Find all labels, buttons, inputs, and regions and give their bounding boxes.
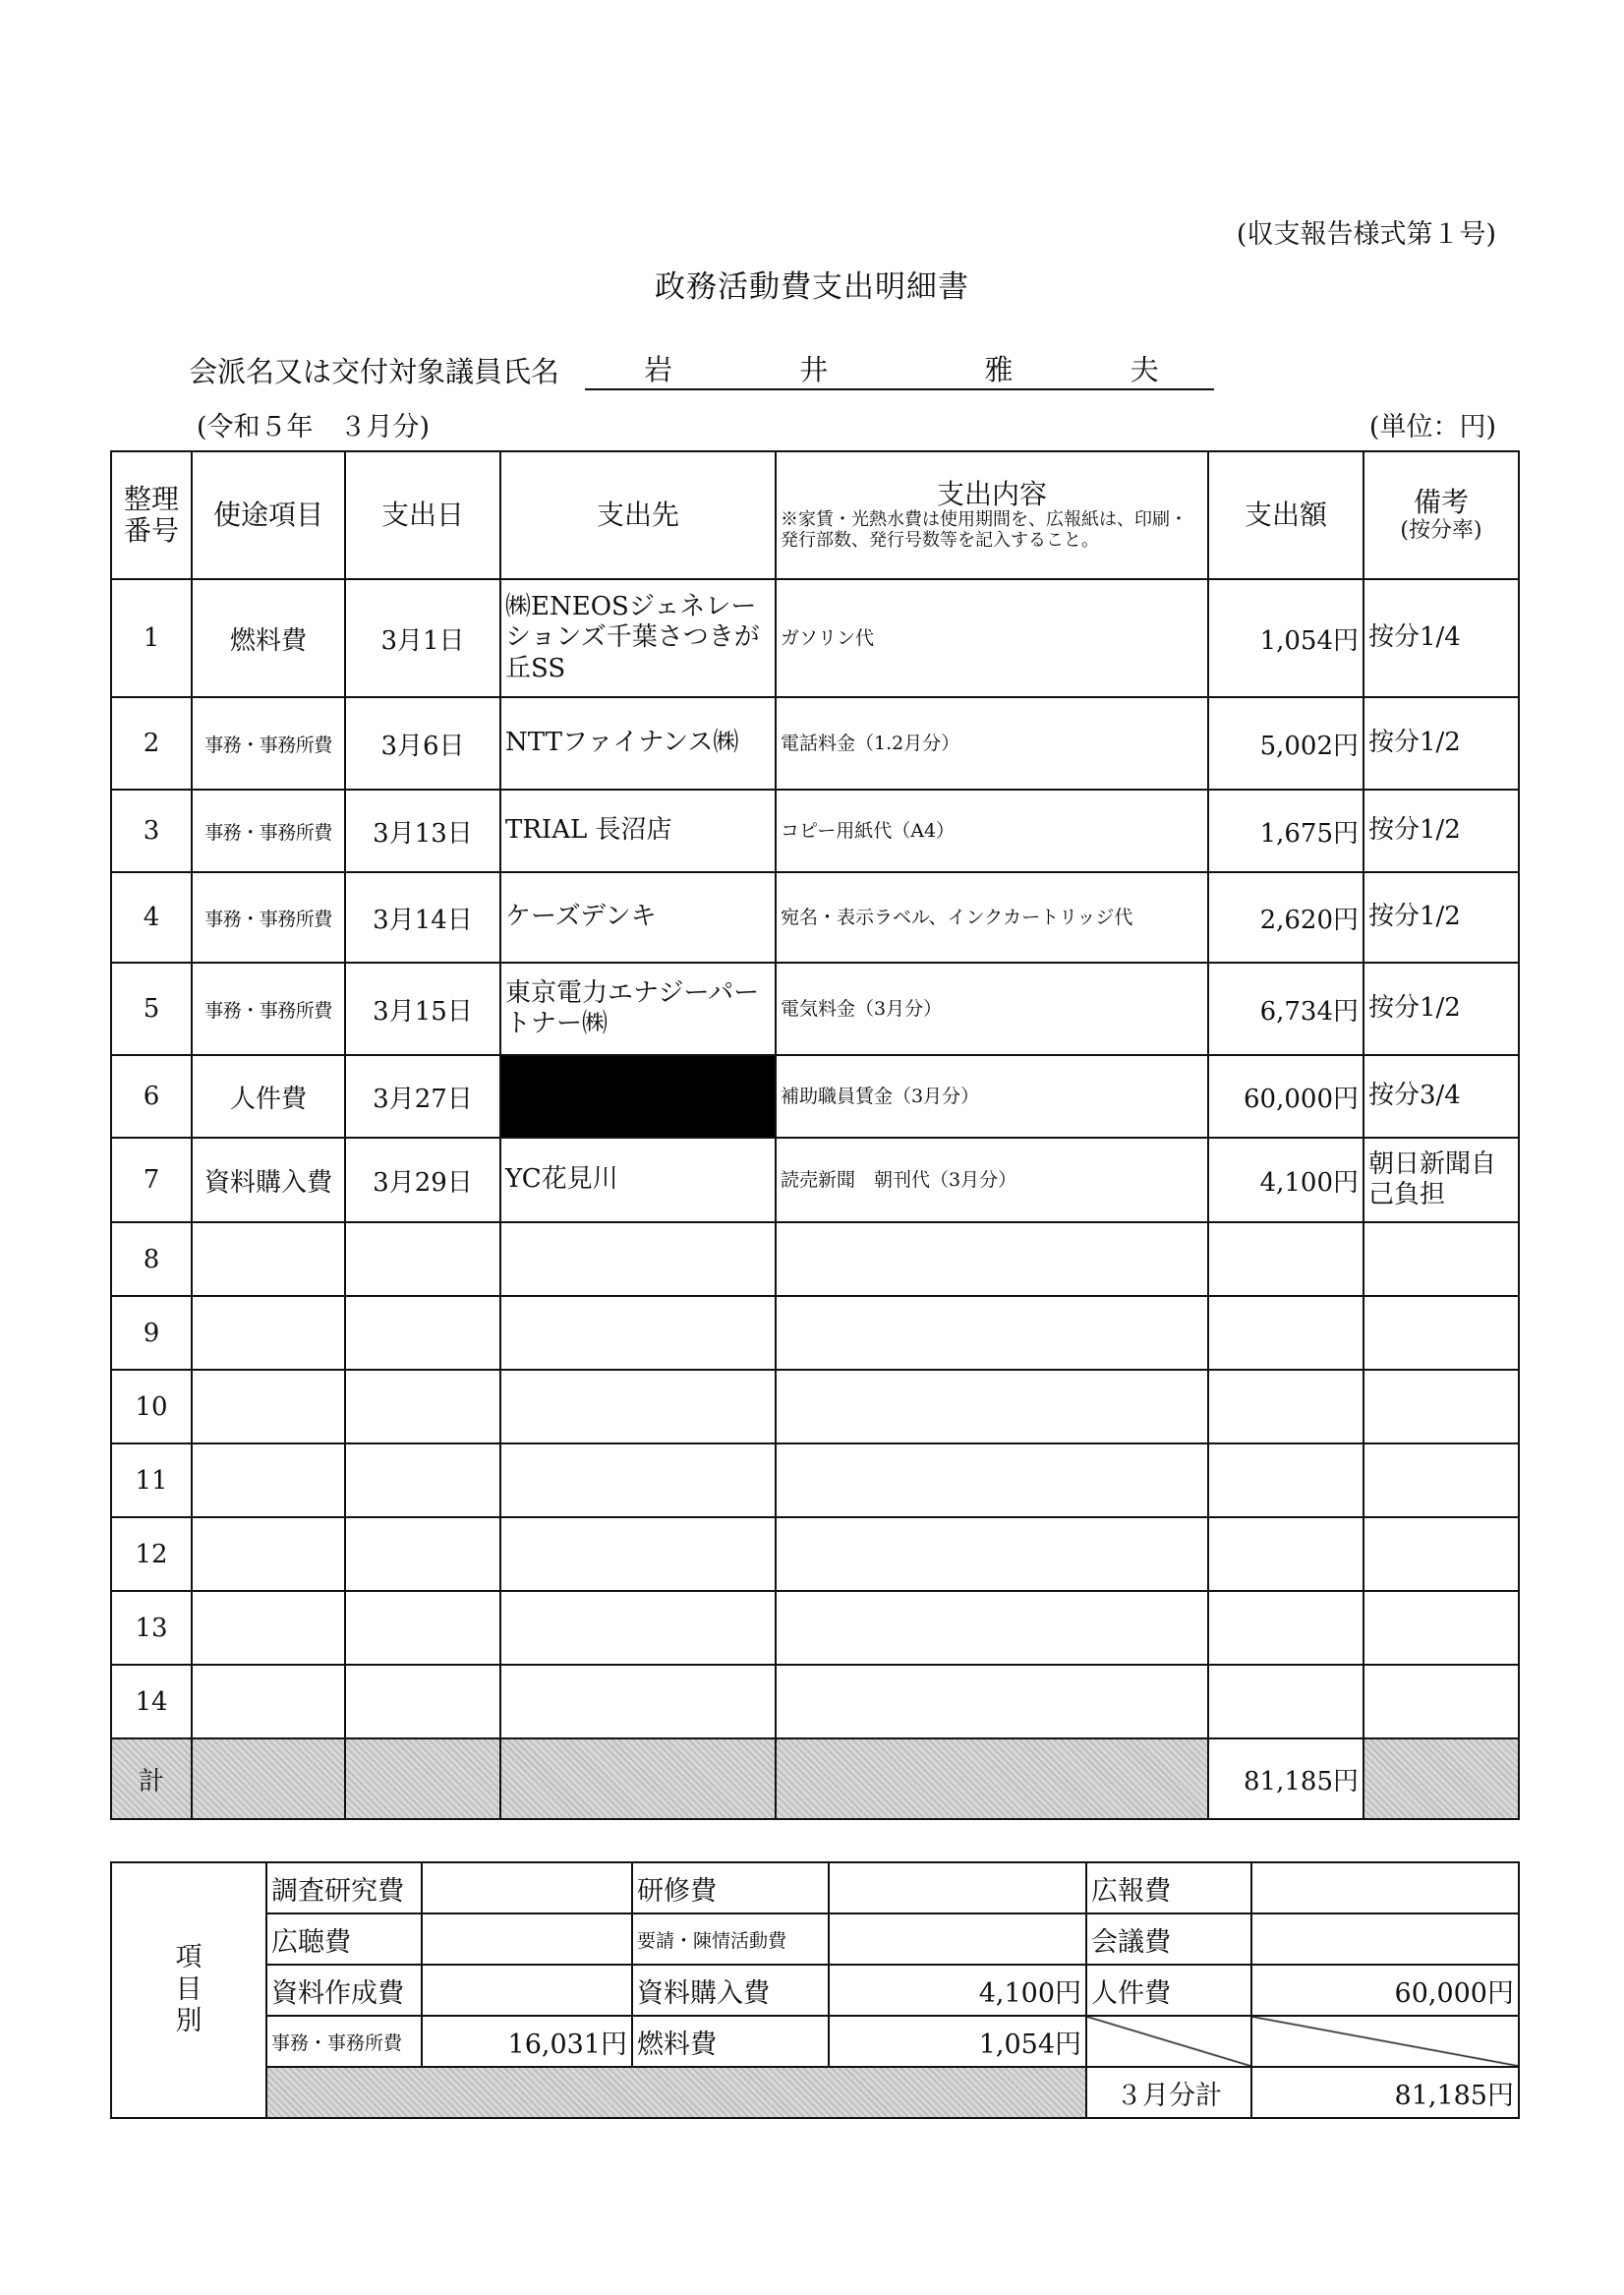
personnel-label: 人件費 (1086, 1965, 1251, 2016)
table-row (111, 1222, 1519, 1296)
hearing-label: 広聴費 (266, 1913, 422, 1965)
table-row (111, 790, 1519, 872)
research-label: 調査研究費 (266, 1862, 422, 1913)
row-date: 3月13日 (345, 790, 500, 872)
row-amount: 1,054円 (1208, 579, 1363, 697)
training-label: 研修費 (632, 1862, 829, 1913)
meeting-amount (1251, 1913, 1519, 1965)
row-content: 読売新聞 朝刊代（3月分） (776, 1138, 1208, 1222)
hearing-amount (422, 1913, 632, 1965)
row-purpose: 資料購入費 (192, 1138, 345, 1222)
row-amount: 2,620円 (1208, 872, 1363, 963)
header-content-note: ※家賃・光熱水費は使用期間を、広報紙は、印刷・発行部数、発行号数等を記入すること。 (781, 509, 1188, 552)
header-payee: 支出先 (500, 451, 776, 579)
row-payee: NTTファイナンス㈱ (500, 697, 776, 790)
row-content: ガソリン代 (776, 579, 1208, 697)
petition-label: 要請・陳情活動費 (632, 1913, 829, 1965)
hatched-area (266, 2067, 1086, 2118)
row-no: 2 (111, 697, 192, 790)
row-remarks: 按分1/2 (1363, 963, 1519, 1055)
row-remarks: 按分1/2 (1363, 790, 1519, 872)
research-amount (422, 1862, 632, 1913)
total-amount: 81,185円 (1208, 1738, 1363, 1819)
table-row (111, 872, 1519, 963)
materials-purchase-amount: 4,100円 (829, 1965, 1086, 2016)
row-no: 13 (111, 1591, 192, 1665)
row-purpose: 燃料費 (192, 579, 345, 697)
row-content: コピー用紙代（A4） (776, 790, 1208, 872)
row-purpose: 事務・事務所費 (192, 697, 345, 790)
row-amount: 4,100円 (1208, 1138, 1363, 1222)
row-purpose: 事務・事務所費 (192, 872, 345, 963)
member-name-char: 岩 (644, 353, 673, 386)
row-remarks: 朝日新聞自己負担 (1363, 1138, 1519, 1222)
row-date: 3月29日 (345, 1138, 500, 1222)
form-number: (収支報告様式第１号) (1236, 219, 1496, 250)
row-payee: ㈱ENEOSジェネレーションズ千葉さつきが丘SS (500, 579, 776, 697)
table-row (111, 1055, 1519, 1138)
row-content: 電気料金（3月分） (776, 963, 1208, 1055)
materials-purchase-label: 資料購入費 (632, 1965, 829, 2016)
header-no: 整理番号 (111, 451, 192, 579)
header-remarks-sub: (按分率) (1400, 518, 1482, 544)
training-amount (829, 1862, 1086, 1913)
materials-creation-label: 資料作成費 (266, 1965, 422, 2016)
row-purpose: 人件費 (192, 1055, 345, 1138)
row-content: 補助職員賃金（3月分） (776, 1055, 1208, 1138)
table-row (111, 963, 1519, 1055)
row-date: 3月1日 (345, 579, 500, 697)
row-no: 10 (111, 1370, 192, 1443)
row-no: 7 (111, 1138, 192, 1222)
row-no: 11 (111, 1443, 192, 1517)
row-no: 1 (111, 579, 192, 697)
row-purpose: 事務・事務所費 (192, 790, 345, 872)
member-name-char: 夫 (1130, 353, 1159, 386)
petition-amount (829, 1913, 1086, 1965)
row-date: 3月27日 (345, 1055, 500, 1138)
redacted-payee (500, 1055, 776, 1138)
total-row (111, 1738, 1519, 1819)
row-payee: 東京電力エナジーパートナー㈱ (500, 963, 776, 1055)
summary-table (110, 1861, 1520, 2119)
row-payee: TRIAL 長沼店 (500, 790, 776, 872)
row-no: 12 (111, 1517, 192, 1591)
header-amount: 支出額 (1208, 451, 1363, 579)
office-amount: 16,031円 (422, 2016, 632, 2067)
table-row (111, 1370, 1519, 1443)
unit-label: (単位：円) (1368, 412, 1496, 442)
header-purpose: 使途項目 (192, 451, 345, 579)
header-date: 支出日 (345, 451, 500, 579)
member-name-char: 雅 (984, 353, 1014, 386)
fuel-amount: 1,054円 (829, 2016, 1086, 2067)
row-purpose: 事務・事務所費 (192, 963, 345, 1055)
row-no: 3 (111, 790, 192, 872)
table-row (111, 1296, 1519, 1370)
table-row (111, 1443, 1519, 1517)
header-content (776, 451, 1208, 579)
member-name (585, 348, 1214, 390)
table-row (111, 697, 1519, 790)
pr-label: 広報費 (1086, 1862, 1251, 1913)
materials-creation-amount (422, 1965, 632, 2016)
office-label: 事務・事務所費 (266, 2016, 422, 2067)
header-remarks (1363, 451, 1519, 579)
row-amount: 1,675円 (1208, 790, 1363, 872)
member-label: 会派名又は交付対象議員氏名 (189, 355, 560, 388)
row-remarks: 按分3/4 (1363, 1055, 1519, 1138)
month-total-amount: 81,185円 (1251, 2067, 1519, 2118)
meeting-label: 会議費 (1086, 1913, 1251, 1965)
row-no: 8 (111, 1222, 192, 1296)
total-label: 計 (111, 1738, 192, 1819)
table-row (111, 1591, 1519, 1665)
row-no: 4 (111, 872, 192, 963)
row-no: 6 (111, 1055, 192, 1138)
diagonal-cell (1086, 2016, 1251, 2067)
row-payee: ケーズデンキ (500, 872, 776, 963)
expense-table (110, 450, 1520, 1820)
row-remarks: 按分1/2 (1363, 697, 1519, 790)
row-amount: 5,002円 (1208, 697, 1363, 790)
table-header (111, 451, 1519, 579)
header-remarks-label: 備考 (1413, 486, 1469, 519)
summary-side-label: 項目別 (111, 1862, 266, 2118)
row-no: 14 (111, 1665, 192, 1738)
personnel-amount: 60,000円 (1251, 1965, 1519, 2016)
row-payee: YC花見川 (500, 1138, 776, 1222)
diagonal-cell (1251, 2016, 1519, 2067)
row-date: 3月14日 (345, 872, 500, 963)
table-row (111, 1665, 1519, 1738)
page-title: 政務活動費支出明細書 (655, 269, 969, 305)
header-content-label: 支出内容 (936, 478, 1047, 511)
row-amount: 6,734円 (1208, 963, 1363, 1055)
row-no: 9 (111, 1296, 192, 1370)
month-total-label: ３月分計 (1086, 2067, 1251, 2118)
pr-amount (1251, 1862, 1519, 1913)
fuel-label: 燃料費 (632, 2016, 829, 2067)
row-date: 3月15日 (345, 963, 500, 1055)
reporting-period: (令和５年 ３月分) (197, 412, 431, 442)
member-name-char: 井 (799, 353, 829, 386)
row-amount: 60,000円 (1208, 1055, 1363, 1138)
table-row (111, 579, 1519, 697)
row-date: 3月6日 (345, 697, 500, 790)
table-row (111, 1138, 1519, 1222)
table-row (111, 1517, 1519, 1591)
row-remarks: 按分1/4 (1363, 579, 1519, 697)
row-content: 宛名・表示ラベル、インクカートリッジ代 (776, 872, 1208, 963)
row-no: 5 (111, 963, 192, 1055)
row-content: 電話料金（1.2月分） (776, 697, 1208, 790)
row-remarks: 按分1/2 (1363, 872, 1519, 963)
